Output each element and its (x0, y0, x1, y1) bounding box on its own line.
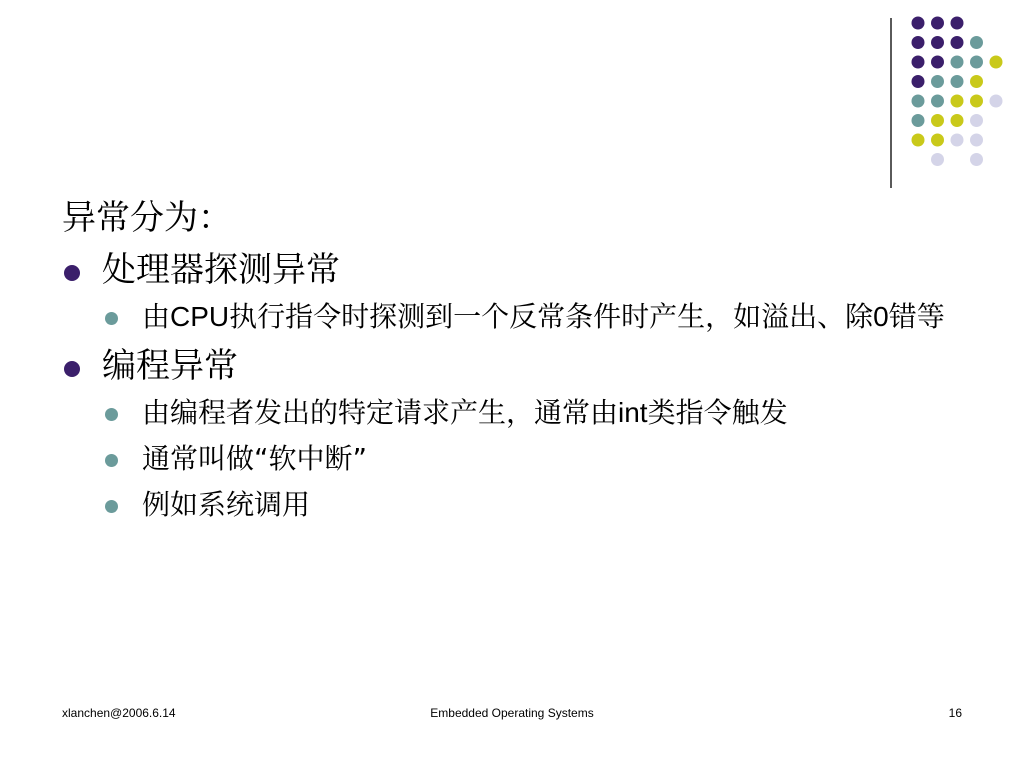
decorative-dot (912, 36, 925, 49)
item-text: 错等 (888, 300, 945, 333)
bullet-level1-processor-exceptions (62, 248, 982, 292)
bullet-dot-icon (64, 361, 80, 377)
section-heading: 编程异常 (102, 346, 238, 386)
decorative-dot (951, 114, 964, 127)
bullet-dot-icon (105, 312, 118, 325)
decorative-dot (970, 153, 983, 166)
decorative-dot (912, 56, 925, 69)
bullet-level2-item (62, 486, 962, 524)
bullet-level2-item (62, 394, 962, 432)
item-text: 通常叫做“软中断” (142, 442, 368, 475)
decorative-dot (970, 56, 983, 69)
decorative-dot (951, 134, 964, 147)
item-text: 0 (873, 301, 889, 332)
footer-course-title: Embedded Operating Systems (430, 706, 594, 720)
bullet-dot-icon (105, 500, 118, 513)
bullet-level2-item (62, 440, 962, 478)
item-text: 由编程者发出的特定请求产生，通常由 (142, 396, 619, 429)
decorative-dot (931, 114, 944, 127)
decorative-dot (970, 75, 983, 88)
item-text: int (618, 397, 648, 428)
slide-content (62, 196, 982, 532)
item-text: 执行指令时探测到一个反常条件时产生，如溢出、除 (229, 300, 874, 333)
divider-line (890, 18, 892, 188)
bullet-dot-icon (105, 454, 118, 467)
item-text: 类指令触发 (647, 396, 788, 429)
decorative-dot (951, 17, 964, 30)
decorative-dot (912, 17, 925, 30)
decorative-dot (951, 75, 964, 88)
decorative-dot (912, 75, 925, 88)
decorative-dot-grid (0, 0, 1024, 200)
decorative-dot (931, 75, 944, 88)
decorative-dot (990, 95, 1003, 108)
decorative-dot (990, 56, 1003, 69)
decorative-dot (970, 95, 983, 108)
decorative-dot (951, 36, 964, 49)
decorative-dot (951, 95, 964, 108)
bullet-level1-programming-exceptions (62, 344, 982, 388)
decorative-dot (931, 17, 944, 30)
decorative-dot (951, 56, 964, 69)
item-text: 由 (142, 300, 171, 333)
footer-page-number: 16 (948, 706, 962, 720)
decorative-dot (970, 114, 983, 127)
decorative-dot (912, 134, 925, 147)
decorative-dot (912, 114, 925, 127)
item-text: 例如系统调用 (142, 488, 311, 521)
decorative-dot (970, 134, 983, 147)
decorative-dot (931, 134, 944, 147)
decorative-dot (970, 36, 983, 49)
item-text: CPU (170, 301, 230, 332)
decorative-dot (931, 56, 944, 69)
decorative-dot (931, 95, 944, 108)
decorative-dot (912, 95, 925, 108)
footer-author-date: xlanchen@2006.6.14 (62, 706, 176, 720)
bullet-level2-item (62, 298, 962, 336)
decorative-dot (931, 36, 944, 49)
slide-title: 异常分为： (62, 198, 232, 238)
bullet-dot-icon (64, 265, 80, 281)
decorative-dot (931, 153, 944, 166)
bullet-dot-icon (105, 408, 118, 421)
section-heading: 处理器探测异常 (102, 250, 340, 290)
